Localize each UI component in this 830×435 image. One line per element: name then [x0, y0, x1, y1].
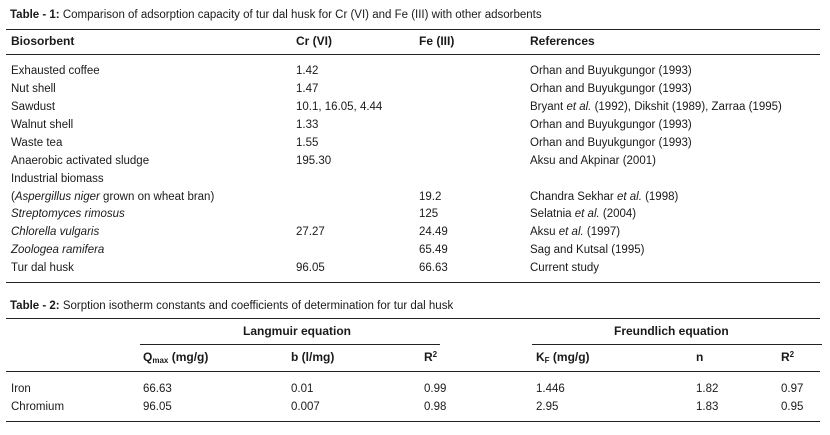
row-fe: 24.49	[419, 226, 448, 238]
table-row	[0, 137, 830, 155]
row-cr: 195.30	[296, 155, 332, 167]
col-n: n	[696, 350, 704, 364]
row-cr: 1.55	[296, 137, 319, 149]
row-biosorbent: Tur dal husk	[11, 262, 74, 274]
freundlich-group-header: Freundlich equation	[614, 324, 729, 338]
table2-bottom-rule	[6, 421, 820, 422]
row-cr: 1.42	[296, 65, 319, 77]
row-kf: 1.446	[536, 383, 565, 395]
row-cr: 1.47	[296, 83, 319, 95]
row-biosorbent: Nut shell	[11, 83, 56, 95]
row-r2-langmuir: 0.98	[424, 401, 447, 413]
row-n: 1.82	[696, 383, 719, 395]
table2-caption	[10, 300, 453, 312]
table-row	[0, 65, 830, 83]
row-ref: Sag and Kutsal (1995)	[530, 244, 645, 256]
row-fe: 19.2	[419, 191, 442, 203]
row-biosorbent: Streptomyces rimosus	[11, 208, 125, 220]
row-kf: 2.95	[536, 401, 559, 413]
row-biosorbent: Industrial biomass	[11, 173, 104, 185]
freundlich-group-rule	[532, 344, 822, 345]
table2-header-rule	[6, 371, 820, 372]
table1-caption-text: Comparison of adsorption capacity of tur dal husk for Cr (VI) and Fe (III) with other adsorbents	[62, 9, 542, 21]
table-row	[0, 262, 830, 280]
row-biosorbent: Chlorella vulgaris	[11, 226, 100, 238]
table1-col-cr: Cr (VI)	[296, 34, 332, 48]
table-row	[0, 83, 830, 101]
row-qmax: 66.63	[143, 383, 172, 395]
col-b: b (l/mg)	[291, 350, 335, 364]
table-row	[0, 173, 830, 191]
row-r2-freundlich: 0.97	[781, 383, 804, 395]
col-r2-freundlich: $R^2$	[781, 350, 795, 364]
table-row	[0, 401, 830, 419]
table1-header-rule	[6, 54, 820, 55]
row-b: 0.007	[291, 401, 320, 413]
row-ref: Selatnia et al. (2004)	[530, 208, 637, 220]
row-name: Chromium	[11, 401, 65, 413]
table2-caption-text: Sorption isotherm constants and coefficients of determination for tur dal husk	[62, 300, 454, 312]
table-row	[0, 383, 830, 401]
table-row	[0, 208, 830, 226]
table1-caption-label: Table - 1:	[10, 9, 60, 21]
row-cr: 27.27	[296, 226, 325, 238]
row-r2-langmuir: 0.99	[424, 383, 447, 395]
table1-caption	[10, 9, 542, 21]
row-cr: 10.1, 16.05, 4.44	[296, 101, 383, 113]
col-qmax: $Q_{max}$ (mg/g)	[143, 350, 209, 365]
table-row	[0, 101, 830, 119]
row-biosorbent: Walnut shell	[11, 119, 74, 131]
row-n: 1.83	[696, 401, 719, 413]
table-row	[0, 191, 830, 209]
col-kf: $K_F$ (mg/g)	[536, 350, 590, 365]
table2-caption-label: Table - 2:	[10, 300, 60, 312]
table1-col-references: References	[530, 34, 595, 48]
langmuir-group-header: Langmuir equation	[243, 324, 351, 338]
row-biosorbent: Zoologea ramifera	[11, 244, 105, 256]
table1-header-row	[0, 34, 830, 52]
table-row	[0, 119, 830, 137]
col-r2-langmuir: $R^2$	[424, 350, 438, 364]
table1-col-biosorbent: Biosorbent	[11, 34, 75, 48]
table1-col-fe: Fe (III)	[419, 34, 455, 48]
table2-top-rule	[6, 318, 820, 319]
row-ref: Aksu and Akpinar (2001)	[530, 155, 656, 167]
table-row	[0, 244, 830, 262]
row-ref: Orhan and Buyukgungor (1993)	[530, 119, 692, 131]
row-ref: Orhan and Buyukgungor (1993)	[530, 83, 692, 95]
row-ref: Orhan and Buyukgungor (1993)	[530, 137, 692, 149]
row-ref: Bryant et al. (1992), Dikshit (1989), Zarraa (1995)	[530, 101, 782, 113]
langmuir-group-rule	[140, 344, 440, 345]
table1-top-rule	[6, 29, 820, 30]
table-row	[0, 155, 830, 173]
row-biosorbent: Sawdust	[11, 101, 56, 113]
row-biosorbent: Waste tea	[11, 137, 63, 149]
table2-header-row	[0, 350, 830, 368]
table1-bottom-rule	[6, 282, 820, 283]
row-biosorbent: Exhausted coffee	[11, 65, 100, 77]
row-fe: 66.63	[419, 262, 448, 274]
row-ref: Chandra Sekhar et al. (1998)	[530, 191, 679, 203]
row-ref: Orhan and Buyukgungor (1993)	[530, 65, 692, 77]
row-fe: 65.49	[419, 244, 448, 256]
row-b: 0.01	[291, 383, 314, 395]
row-ref: Current study	[530, 262, 600, 274]
row-biosorbent: Anaerobic activated sludge	[11, 155, 150, 167]
row-name: Iron	[11, 383, 31, 395]
row-cr: 1.33	[296, 119, 319, 131]
row-fe: 125	[419, 208, 439, 220]
row-qmax: 96.05	[143, 401, 172, 413]
row-r2-freundlich: 0.95	[781, 401, 804, 413]
table-row	[0, 226, 830, 244]
row-cr: 96.05	[296, 262, 325, 274]
row-ref: Aksu et al. (1997)	[530, 226, 621, 238]
row-biosorbent: (Aspergillus niger grown on wheat bran)	[11, 191, 215, 203]
